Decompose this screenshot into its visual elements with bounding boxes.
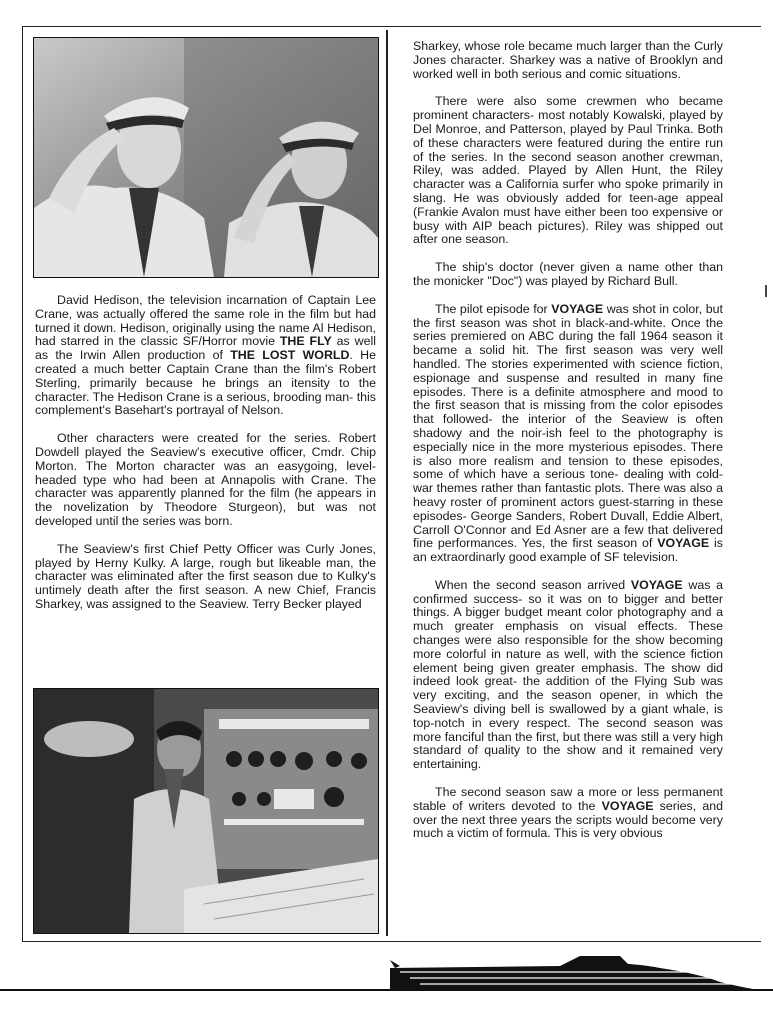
paragraph-curly-jones: The Seaview's first Chief Petty Officer was Curly Jones, played by Herny Kulky. A large, rough but likeable man, the character was eliminated after the first season due to Kulky's untimely death after the first season. A new Chief, Francis Sharkey, was assigned to the Seaview. Terry Becker played [35, 541, 376, 611]
paragraph-second-season: When the second season arrived VOYAGE was a confirmed success- so it was on to bigger and better things. A bigger budget meant color photography and a much greater emphasis on visual effects. These changes were also responsible for the show becoming more colorful in nature as well, with the science fiction element being given greater emphasis. The show did indeed look great- the addition of the Flying Sub was very exciting, and the season opener, in which the Seaview's diving bell is swallowed by a giant whale, is top-notch in every respect. The second season was more fanciful than the first, but there was still a very high standard of quality to the show and it remained very entertaining. [413, 577, 724, 772]
bold-title-lost-world: THE LOST WORLD [230, 348, 350, 363]
bold-voyage: VOYAGE [601, 798, 654, 813]
bold-title-the-fly: THE FLY [279, 334, 332, 349]
bold-voyage: VOYAGE [551, 301, 604, 316]
bold-voyage: VOYAGE [630, 577, 683, 592]
paragraph-first-season: The pilot episode for VOYAGE was shot in color, but the first season was shot in black-and-white. Once the series premiered on ABC during the fall 1964 season it became a solid hit. The first season was very well handled. The stories experimented with science fiction, espionage and suspense and resulted in many fine episodes. There is a definite atmosphere and mood to the first season that is missing from the color episodes that followed- the interior of the Seaview is often shadowy and the noir-ish feel to the photography is especially nice in the more mysterious episodes. There is also more realism and tension to these episodes, some of which have a serious tone- dealing with cold-war themes rather than fantastic plots. There was also a heavy roster of prominent actors guest-starring in these episodes- George Sanders, Robert Duvall, Eddie Albert, Carroll O'Connor and Ed Asner are a few that delivered fine performances. Yes, the first season of VOYAGE is an extraordinarly good example of SF television. [413, 301, 723, 565]
bold-voyage: VOYAGE [657, 536, 710, 551]
edge-mark [765, 285, 767, 297]
column-divider [386, 30, 388, 936]
paragraph-doc: The ship's doctor (never given a name other than the monicker "Doc") was played by Richard Bull. [413, 260, 723, 288]
paragraph-crewmen: There were also some crewmen who became prominent characters- most notably Kowalski, played by Del Monroe, and Patterson, played by Paul Trinka. Both of these characters were featured during the entire run of the series. In the second season another crewman, Riley, was added. Played by Allen Hunt, the Riley character was a California surfer who spoke primarily in slang. He was obviously added for teen-age appeal (Frankie Avalon must have either been too expensive or busy with AIP beach pictures). Riley was shipped out after one season. [413, 94, 723, 247]
control-room-photo [33, 688, 379, 934]
submarine-silhouette-icon [0, 948, 773, 1008]
paragraph-morton: Other characters were created for the series. Robert Dowdell played the Seaview's executive officer, Cmdr. Chip Morton. The Morton character was an easygoing, level-headed type who had been at Annapolis with Crane. The character was apparently planned for the film (he appears in the novelization by Theodore Sturgeon), but was not developed until the series was born. [35, 431, 376, 528]
paragraph-writers: The second season saw a more or less permanent stable of writers devoted to the VOYAGE series, and over the next three years the scripts would become very much a victim of formula. This is very obvious [413, 785, 724, 841]
right-column [413, 40, 723, 855]
paragraph-hedison: David Hedison, the television incarnation of Captain Lee Crane, was actually offered the same role in the film but had turned it down. Hedison, originally using the name Al Hedison, had starred in the classic SF/Horror movie THE FLY as well as the Irwin Allen production of THE LOST WORLD. He created a much better Captain Crane than the film's Robert Sterling, primarily because he brings an itensity to the character. The Hedison Crane is a serious, brooding man- this complement's Basehart's portrayal of Nelson. [35, 293, 376, 418]
crew-saluting-photo [33, 37, 379, 278]
left-column [35, 294, 376, 626]
paragraph-sharkey: Sharkey, whose role became much larger than the Curly Jones character. Sharkey was a native of Brooklyn and worked well in both serious and comic situations. [413, 39, 723, 81]
